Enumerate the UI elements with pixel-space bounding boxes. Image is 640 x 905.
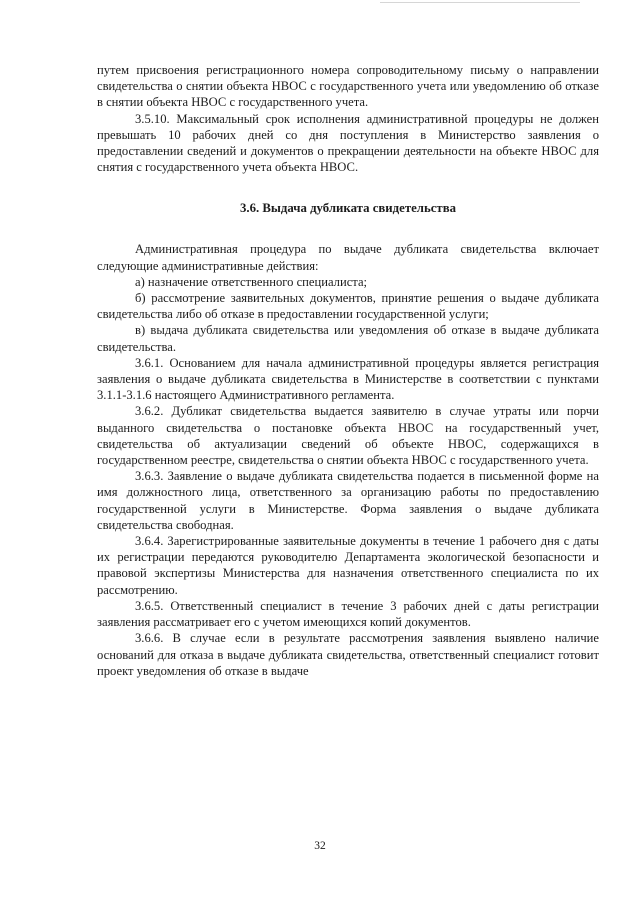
list-item-v: в) выдача дубликата свидетельства или уведомления об отказе в выдаче дубликата свидетельства. bbox=[97, 323, 599, 354]
paragraph-continuation: путем присвоения регистрационного номера сопроводительному письму о направлении свидетельства о снятии объекта НВОС с государственного учета или уведомлению об отказе в снятии объекта НВОС с государственного учета. bbox=[97, 63, 599, 110]
paragraph-3-5-10: 3.5.10. Максимальный срок исполнения административной процедуры не должен превышать 10 рабочих дней со дня поступления в Министерство заявления о предоставлении сведений и документов о прекращении деятельности на объекте НВОС для снятия с государственного учета объекта НВОС. bbox=[97, 111, 599, 175]
document-body bbox=[97, 62, 599, 679]
paragraph-3-6-5: 3.6.5. Ответственный специалист в течение 3 рабочих дней с даты регистрации заявления рассматривает его с учетом имеющихся копий документов. bbox=[97, 598, 599, 630]
section-heading: 3.6. Выдача дубликата свидетельства bbox=[239, 201, 457, 216]
list-item-b: б) рассмотрение заявительных документов, принятие решения о выдаче дубликата свидетельства либо об отказе в предоставлении государственной услуги; bbox=[97, 291, 599, 322]
paragraph-intro: Административная процедура по выдаче дубликата свидетельства включает следующие административные действия: bbox=[97, 242, 599, 273]
paragraph-3-6-4: 3.6.4. Зарегистрированные заявительные документы в течение 1 рабочего дня с даты их регистрации передаются руководителю Департамента экологической безопасности и правовой экспертизы Министерства для назначения ответственного специалиста по их рассмотрению. bbox=[97, 534, 599, 597]
list-item-a: а) назначение ответственного специалиста; bbox=[135, 274, 368, 289]
paragraph-3-6-1: 3.6.1. Основанием для начала административной процедуры является регистрация заявления о выдаче дубликата свидетельства в Министерстве в соответствии с пунктами 3.1.1-3.1.6 настоящего Административного регламента. bbox=[97, 355, 599, 403]
paragraph-3-6-6: 3.6.6. В случае если в результате рассмотрения заявления выявлено наличие оснований для отказа в выдаче дубликата свидетельства, ответственный специалист готовит проект уведомления об отказе в выдаче bbox=[97, 631, 599, 678]
header-rule bbox=[380, 2, 580, 3]
page-number: 32 bbox=[314, 840, 326, 852]
paragraph-3-6-2: 3.6.2. Дубликат свидетельства выдается заявителю в случае утраты или порчи выданного свидетельства о постановке объекта НВОС на государственный учет, свидетельства об актуализации сведений об объекте НВОС, содержащихся в государственном реестре, свидетельства о снятии объекта НВОС с государственного учета. bbox=[97, 404, 599, 468]
paragraph-3-6-3: 3.6.3. Заявление о выдаче дубликата свидетельства подается в письменной форме на имя должностного лица, ответственного за организацию работы по предоставлению государственной услуги в Министерстве. Форма заявления о выдаче дубликата свидетельства свободная. bbox=[97, 469, 599, 532]
